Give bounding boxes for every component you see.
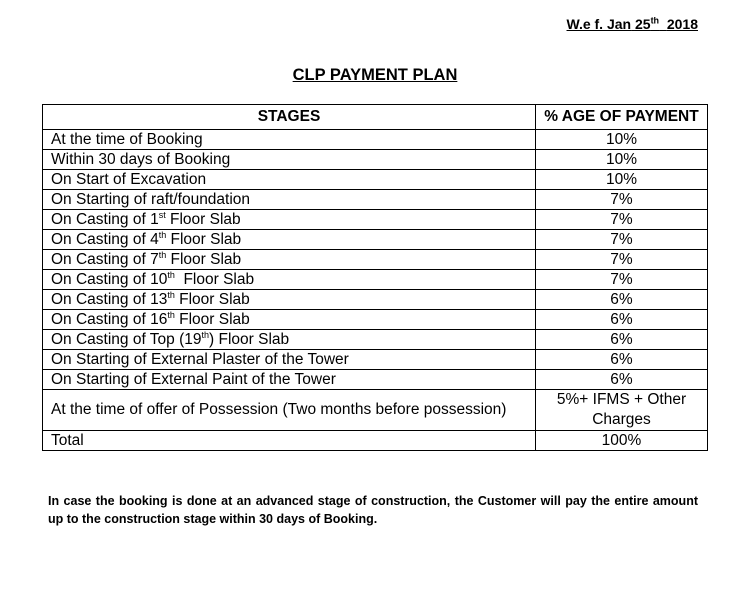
table-row <box>43 350 708 370</box>
ordinal-suffix: th <box>167 269 175 280</box>
payment-cell: 6% <box>536 370 708 390</box>
effective-date-prefix: W.e f. Jan <box>566 16 632 32</box>
payment-cell: 10% <box>536 150 708 170</box>
effective-date-day: 25 <box>634 16 651 32</box>
stage-text: On Casting of 7 <box>51 251 159 268</box>
stage-cell <box>43 310 536 330</box>
table-row <box>43 130 708 150</box>
ordinal-suffix: th <box>201 329 210 340</box>
stage-text: On Casting of 4 <box>51 231 159 248</box>
stage-text-suffix: Floor Slab <box>174 311 250 328</box>
stage-cell <box>43 250 536 270</box>
table-header-row <box>43 105 708 130</box>
table-row <box>43 370 708 390</box>
payment-plan-table <box>42 104 708 451</box>
page-title-wrap <box>0 66 750 85</box>
stage-text: On Starting of External Plaster of the Tower <box>51 351 349 368</box>
table-row <box>43 170 708 190</box>
payment-cell: 6% <box>536 350 708 370</box>
ordinal-suffix: th <box>158 229 167 240</box>
effective-date-year: 2018 <box>666 16 698 32</box>
stage-cell <box>43 230 536 250</box>
stage-cell <box>43 330 536 350</box>
stage-text: On Casting of Top (19 <box>51 331 202 348</box>
table-row <box>43 190 708 210</box>
stage-text: At the time of Booking <box>51 131 203 148</box>
stage-text: On Starting of raft/foundation <box>51 191 251 208</box>
table-row-possession <box>43 390 708 431</box>
booking-note: In case the booking is done at an advanced stage of construction, the Customer will pay the entire amount up to the construction stage within 30 days of Booking. <box>48 494 698 526</box>
payment-cell: 7% <box>536 270 708 290</box>
total-label: Total <box>43 431 536 451</box>
payment-cell: 7% <box>536 230 708 250</box>
effective-date-suffix: th <box>650 15 660 26</box>
table-row <box>43 270 708 290</box>
table-row <box>43 210 708 230</box>
stage-cell <box>43 210 536 230</box>
stage-text: On Start of Excavation <box>51 171 207 188</box>
table-row <box>43 150 708 170</box>
stage-text: Within 30 days of Booking <box>51 151 231 168</box>
stage-text: On Casting of 1 <box>51 211 159 228</box>
stage-text-suffix: Floor Slab <box>174 271 255 288</box>
payment-cell: 10% <box>536 170 708 190</box>
table-row <box>43 250 708 270</box>
payment-cell: 6% <box>536 290 708 310</box>
stage-cell <box>43 170 536 190</box>
payment-cell: 7% <box>536 250 708 270</box>
stage-text: On Starting of External Paint of the Tower <box>51 371 336 388</box>
ordinal-suffix: th <box>158 249 167 260</box>
stage-text: On Casting of 16 <box>51 311 168 328</box>
stage-cell <box>43 370 536 390</box>
page-title: CLP PAYMENT PLAN <box>292 66 458 84</box>
stage-text-suffix: Floor Slab <box>166 231 242 248</box>
ordinal-suffix: th <box>167 289 175 300</box>
ordinal-suffix: th <box>167 309 175 320</box>
stage-cell <box>43 150 536 170</box>
table-row <box>43 230 708 250</box>
stage-text-suffix: Floor Slab <box>174 291 250 308</box>
table-row <box>43 310 708 330</box>
stage-cell <box>43 270 536 290</box>
stages-header: STAGES <box>43 105 536 130</box>
payment-cell: 6% <box>536 330 708 350</box>
stage-text-suffix: Floor Slab <box>166 251 242 268</box>
stage-text: On Casting of 10 <box>51 271 168 288</box>
stage-cell <box>43 290 536 310</box>
payment-header: % AGE OF PAYMENT <box>536 105 708 130</box>
stage-cell <box>43 350 536 370</box>
stage-cell <box>43 130 536 150</box>
payment-cell: 6% <box>536 310 708 330</box>
payment-cell: 7% <box>536 190 708 210</box>
stage-text-suffix: ) Floor Slab <box>209 331 290 348</box>
table-row <box>43 290 708 310</box>
stage-cell: At the time of offer of Possession (Two months before possession) <box>43 390 536 431</box>
ordinal-suffix: st <box>158 209 166 220</box>
stage-text-suffix: Floor Slab <box>165 211 241 228</box>
payment-cell: 5%+ IFMS + Other Charges <box>536 390 708 431</box>
stage-cell <box>43 190 536 210</box>
table-row <box>43 330 708 350</box>
payment-cell: 10% <box>536 130 708 150</box>
table-row-total <box>43 431 708 451</box>
stage-text: On Casting of 13 <box>51 291 168 308</box>
payment-cell: 7% <box>536 210 708 230</box>
effective-date <box>567 16 698 32</box>
total-value: 100% <box>536 431 708 451</box>
